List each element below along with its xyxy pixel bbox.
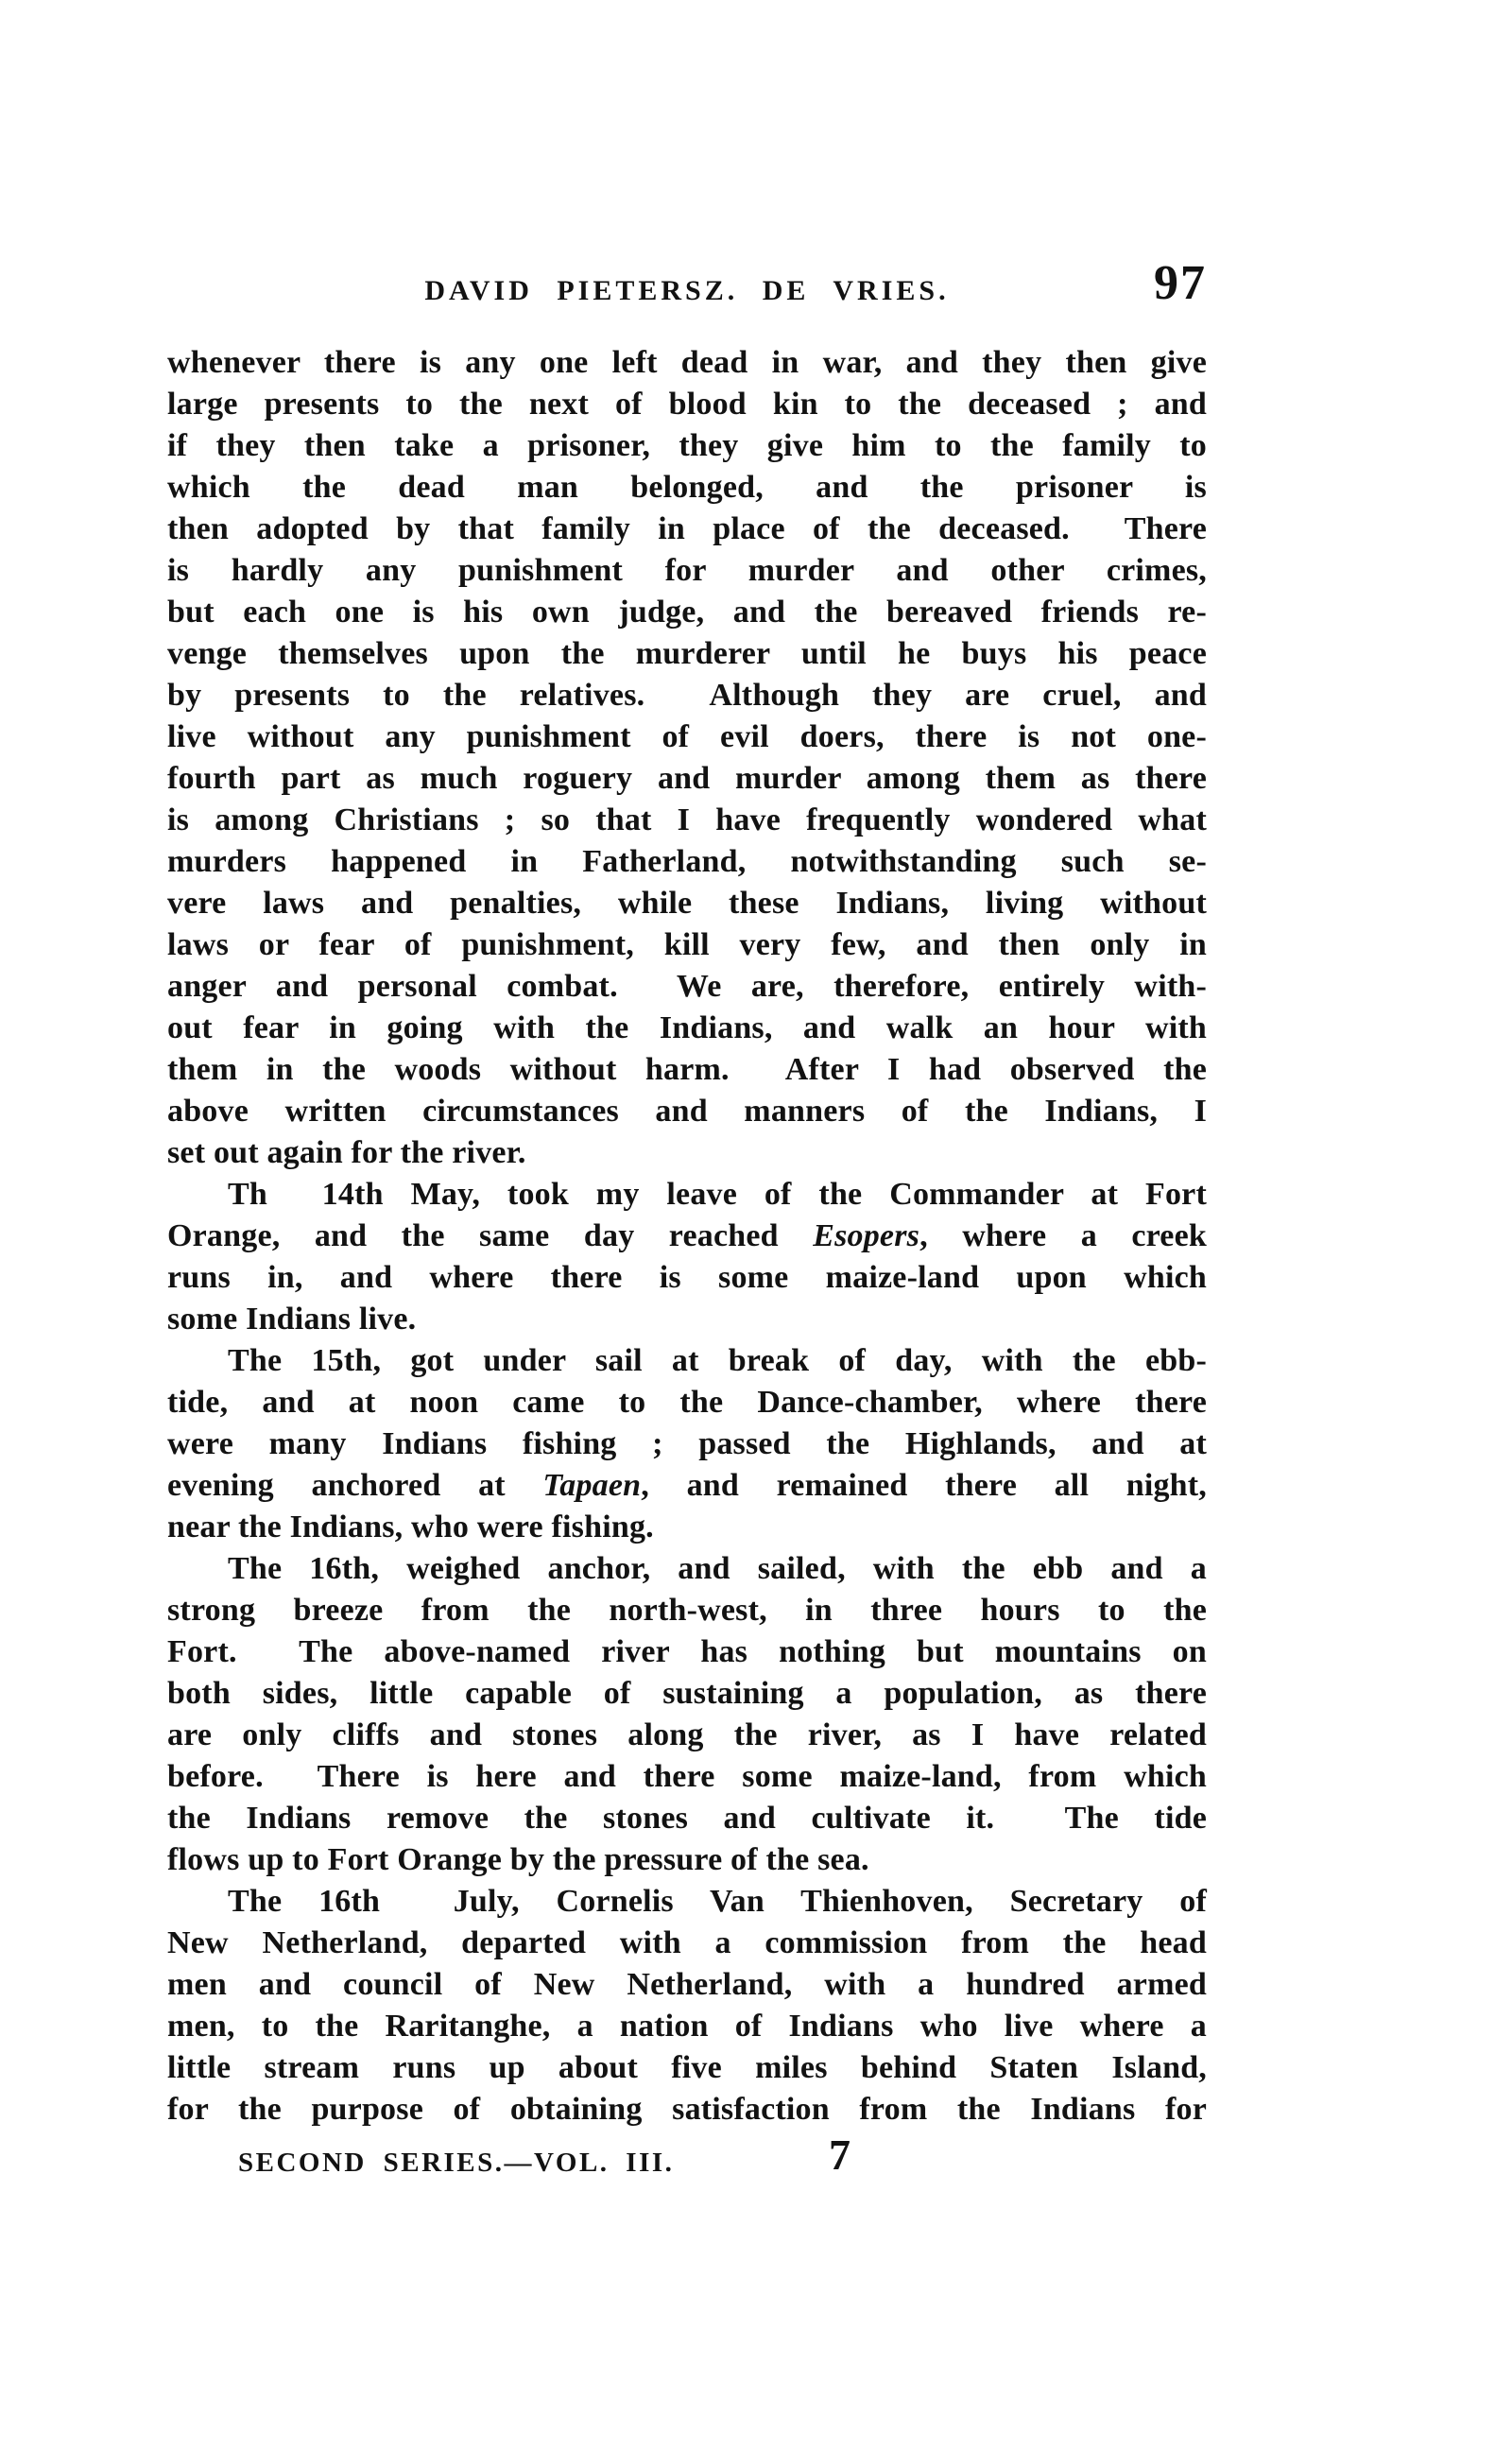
text-segment: set out again for the river. — [167, 1135, 526, 1170]
text-segment: whenever there is any one left dead in war, and they then give — [167, 345, 1207, 380]
text-segment: out fear in going with the Indians, and walk an hour with — [167, 1010, 1207, 1045]
text-line — [167, 1715, 1207, 1756]
text-segment: were many Indians fishing ; passed the Highlands, and at — [167, 1426, 1207, 1461]
text-segment: men and council of New Netherland, with a hundred armed — [167, 1967, 1207, 2002]
italic-place-name: Esopers — [813, 1218, 920, 1253]
page-header — [167, 256, 1207, 312]
text-line — [167, 342, 1207, 384]
text-line — [167, 1923, 1207, 1964]
text-segment: murders happened in Fatherland, notwithstanding such se- — [167, 844, 1207, 879]
italic-place-name: Tapaen — [542, 1468, 642, 1503]
text-line — [167, 1299, 1207, 1340]
text-line — [167, 924, 1207, 966]
text-line — [167, 1590, 1207, 1631]
text-line — [167, 1465, 1207, 1507]
text-segment: before. There is here and there some maize-land, from which — [167, 1759, 1207, 1794]
text-line — [167, 1257, 1207, 1299]
text-line — [167, 1216, 1207, 1257]
text-line — [167, 2047, 1207, 2089]
text-segment: is among Christians ; so that I have frequently wondered what — [167, 802, 1207, 837]
text-segment: are only cliffs and stones along the river, as I have related — [167, 1717, 1207, 1752]
text-line — [167, 1091, 1207, 1132]
text-line — [167, 1881, 1207, 1923]
text-line — [167, 633, 1207, 675]
text-segment: New Netherland, departed with a commission from the head — [167, 1925, 1207, 1960]
text-line — [167, 592, 1207, 633]
text-segment: them in the woods without harm. After I had observed the — [167, 1052, 1207, 1087]
text-segment: then adopted by that family in place of the deceased. There — [167, 511, 1207, 546]
signature-number: 7 — [829, 2131, 850, 2179]
text-line — [167, 384, 1207, 425]
text-segment: , where a creek — [919, 1218, 1208, 1253]
text-segment: live without any punishment of evil doers, there is not one- — [167, 719, 1207, 754]
text-line — [167, 1423, 1207, 1465]
text-line — [167, 883, 1207, 924]
text-line — [167, 2089, 1207, 2131]
text-line — [167, 716, 1207, 758]
text-segment: tide, and at noon came to the Dance-chamber, where there — [167, 1385, 1207, 1420]
text-segment: some Indians live. — [167, 1302, 417, 1337]
page-footer — [167, 2131, 1207, 2199]
text-line — [167, 1673, 1207, 1715]
text-segment: vere laws and penalties, while these Indians, living without — [167, 886, 1207, 921]
text-segment: if they then take a prisoner, they give him to the family to — [167, 428, 1207, 463]
text-line — [167, 1964, 1207, 2006]
text-line — [167, 675, 1207, 716]
text-segment: the Indians remove the stones and cultivate it. The tide — [167, 1801, 1207, 1836]
text-segment: anger and personal combat. We are, therefore, entirely with- — [167, 969, 1207, 1004]
text-segment: but each one is his own judge, and the bereaved friends re- — [167, 595, 1207, 630]
text-segment: laws or fear of punishment, kill very few, and then only in — [167, 927, 1207, 962]
text-line — [167, 1132, 1207, 1174]
text-line — [167, 1631, 1207, 1673]
text-line — [167, 841, 1207, 883]
text-line — [167, 1340, 1207, 1382]
text-line — [167, 1548, 1207, 1590]
text-line — [167, 509, 1207, 550]
text-segment: men, to the Raritanghe, a nation of Indians who live where a — [167, 2009, 1207, 2044]
body-text — [167, 342, 1207, 2131]
text-segment: by presents to the relatives. Although they are cruel, and — [167, 678, 1207, 713]
text-line — [167, 758, 1207, 800]
text-line — [167, 1798, 1207, 1839]
text-line — [167, 550, 1207, 592]
text-segment: Th 14th May, took my leave of the Commander at Fort — [228, 1177, 1207, 1212]
text-segment: The 15th, got under sail at break of day, with the ebb- — [228, 1343, 1207, 1378]
text-line — [167, 1174, 1207, 1216]
text-segment: strong breeze from the north-west, in three hours to the — [167, 1593, 1207, 1628]
text-segment: venge themselves upon the murderer until he buys his peace — [167, 636, 1207, 671]
text-segment: , and remained there all night, — [641, 1468, 1208, 1503]
text-segment: for the purpose of obtaining satisfaction from the Indians for — [167, 2092, 1207, 2127]
text-segment: which the dead man belonged, and the prisoner is — [167, 470, 1207, 505]
text-segment: near the Indians, who were fishing. — [167, 1510, 654, 1544]
series-label: SECOND SERIES.—VOL. III. — [238, 2148, 675, 2178]
text-line — [167, 1507, 1207, 1548]
text-segment: Orange, and the same day reached — [167, 1218, 814, 1253]
text-segment: is hardly any punishment for murder and other crimes, — [167, 553, 1207, 588]
text-segment: evening anchored at — [167, 1468, 543, 1503]
text-line — [167, 800, 1207, 841]
text-segment: fourth part as much roguery and murder among them as there — [167, 761, 1207, 796]
running-title: DAVID PIETERSZ. DE VRIES. — [424, 275, 950, 306]
page-number: 97 — [1154, 256, 1207, 310]
text-segment: little stream runs up about five miles behind Staten Island, — [167, 2050, 1207, 2085]
text-segment: Fort. The above-named river has nothing but mountains on — [167, 1634, 1207, 1669]
text-segment: both sides, little capable of sustaining a population, as there — [167, 1676, 1207, 1711]
text-segment: above written circumstances and manners of the Indians, I — [167, 1094, 1207, 1129]
text-line — [167, 1839, 1207, 1881]
text-line — [167, 1008, 1207, 1049]
text-line — [167, 1382, 1207, 1423]
text-segment: large presents to the next of blood kin to the deceased ; and — [167, 387, 1207, 422]
text-segment: The 16th July, Cornelis Van Thienhoven, Secretary of — [228, 1884, 1207, 1919]
text-line — [167, 467, 1207, 509]
text-line — [167, 1756, 1207, 1798]
text-line — [167, 425, 1207, 467]
text-line — [167, 1049, 1207, 1091]
text-line — [167, 966, 1207, 1008]
text-segment: runs in, and where there is some maize-land upon which — [167, 1260, 1207, 1295]
text-segment: flows up to Fort Orange by the pressure of the sea. — [167, 1842, 869, 1877]
text-segment: The 16th, weighed anchor, and sailed, with the ebb and a — [228, 1551, 1207, 1586]
text-line — [167, 2006, 1207, 2047]
